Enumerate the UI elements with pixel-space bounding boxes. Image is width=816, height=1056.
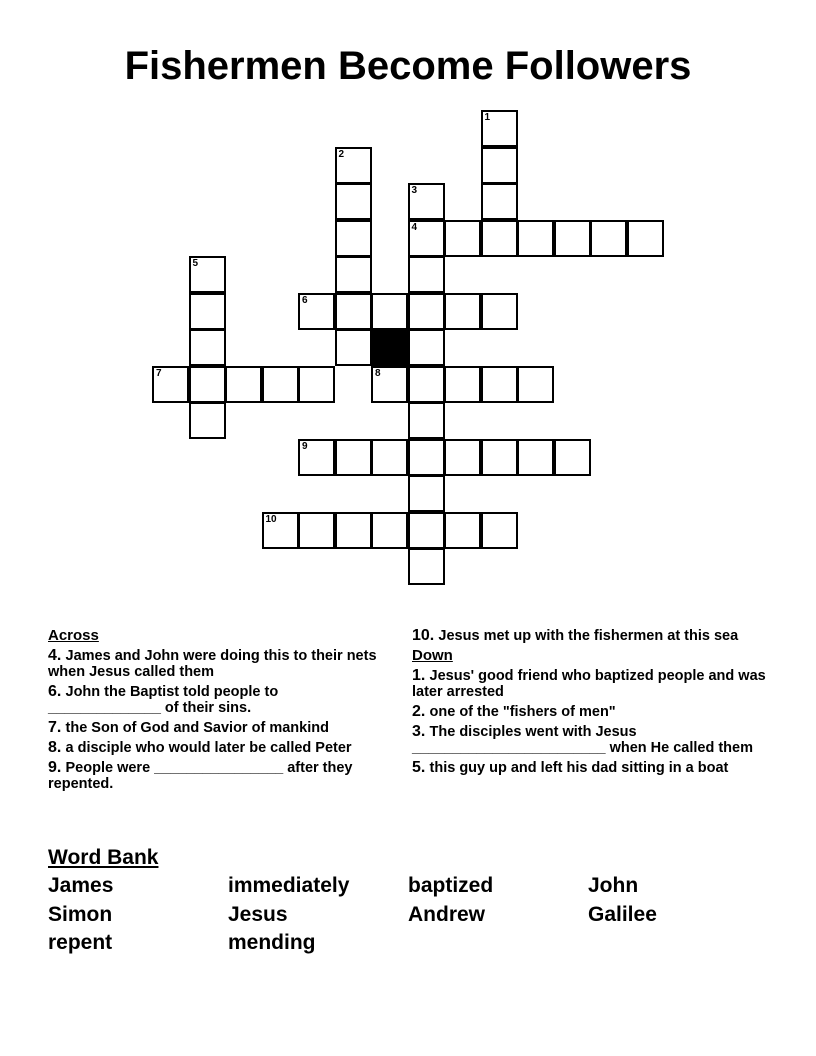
grid-cell[interactable] (408, 293, 445, 330)
grid-cell[interactable] (189, 366, 226, 403)
grid-cell[interactable] (298, 366, 335, 403)
grid-cell[interactable] (262, 512, 299, 549)
word-bank-item: Galilee (588, 903, 657, 926)
grid-cell[interactable] (627, 220, 664, 257)
grid-cell[interactable] (408, 220, 445, 257)
grid-cell[interactable] (335, 329, 372, 366)
grid-cell[interactable] (554, 220, 591, 257)
clue-down-2: 2. one of the "fishers of men" (412, 703, 616, 720)
grid-cell[interactable] (408, 183, 445, 220)
grid-cell[interactable] (481, 366, 518, 403)
clue-number: 9 (302, 440, 308, 452)
grid-cell[interactable] (152, 366, 189, 403)
clue-down-1: 1. Jesus' good friend who baptized people and was later arrested (412, 667, 766, 700)
grid-cell[interactable] (554, 439, 591, 476)
word-bank-title: Word Bank (48, 846, 159, 869)
clue-number: 7 (156, 367, 162, 379)
word-bank-item: Jesus (228, 903, 288, 926)
grid-cell[interactable] (517, 439, 554, 476)
grid-cell[interactable] (335, 147, 372, 184)
clue-number: 4 (411, 221, 418, 233)
grid-cell[interactable] (444, 439, 481, 476)
clue-number: 8 (375, 367, 381, 379)
grid-cell[interactable] (189, 329, 226, 366)
word-bank-item: repent (48, 931, 113, 954)
grid-cell[interactable] (481, 147, 518, 184)
clue-across-10: 10. Jesus met up with the fishermen at this sea (412, 627, 739, 644)
clues-right-column (412, 628, 772, 780)
grid-cell[interactable] (189, 293, 226, 330)
clue-across-7: 7. the Son of God and Savior of mankind (48, 719, 329, 736)
clue-down-3: 3. The disciples went with Jesus ________________________ when He called them (412, 723, 753, 756)
clue-across-9: 9. People were ________________ after they repented. (48, 759, 353, 792)
clue-number: 5 (192, 258, 199, 269)
grid-cell[interactable] (335, 512, 372, 549)
word-bank-item: Simon (48, 903, 113, 926)
word-bank-item: John (588, 874, 639, 897)
grid-cell[interactable] (189, 402, 226, 439)
grid-cell[interactable] (517, 366, 554, 403)
grid-cell[interactable] (590, 220, 627, 257)
grid-cell[interactable] (481, 512, 518, 549)
grid-cell[interactable] (371, 293, 408, 330)
clue-number: 10 (265, 513, 277, 525)
grid-cell[interactable] (481, 293, 518, 330)
grid-cell[interactable] (481, 220, 518, 257)
grid-cell[interactable] (408, 256, 445, 293)
across-heading: Across (48, 627, 99, 644)
grid-cell[interactable] (444, 366, 481, 403)
grid-cell[interactable] (444, 220, 481, 257)
word-bank-item: immediately (228, 874, 350, 897)
down-heading: Down (412, 647, 453, 664)
grid-cell[interactable] (408, 475, 445, 512)
page-title: Fishermen Become Followers (124, 44, 692, 88)
grid-cell[interactable] (408, 329, 445, 366)
word-bank-item: Andrew (408, 903, 486, 926)
grid-cell[interactable] (481, 439, 518, 476)
grid-cell[interactable] (517, 220, 554, 257)
grid-cell[interactable] (225, 366, 262, 403)
grid-cell[interactable] (335, 220, 372, 257)
clue-number: 3 (411, 185, 418, 196)
grid-cell[interactable] (335, 293, 372, 330)
grid-cell[interactable] (298, 293, 335, 330)
clue-down-5: 5. this guy up and left his dad sitting in a boat (412, 759, 729, 776)
grid-cell[interactable] (335, 439, 372, 476)
grid-cell[interactable] (371, 366, 408, 403)
grid-cell[interactable] (481, 110, 518, 147)
grid-cell[interactable] (262, 366, 299, 403)
grid-cell[interactable] (481, 183, 518, 220)
word-bank-item: baptized (408, 874, 494, 897)
word-bank-item: mending (228, 931, 316, 954)
grid-cell[interactable] (371, 512, 408, 549)
clue-number: 2 (338, 148, 345, 160)
clues-left-column (48, 628, 388, 796)
grid-cell[interactable] (408, 366, 445, 403)
grid-cell[interactable] (408, 512, 445, 549)
clue-across-8: 8. a disciple who would later be called Peter (48, 739, 352, 756)
grid-cell[interactable] (335, 183, 372, 220)
word-bank-item: James (48, 874, 114, 897)
grid-cell[interactable] (444, 293, 481, 330)
grid-cell[interactable] (371, 439, 408, 476)
clue-number: 1 (484, 112, 491, 123)
grid-cell[interactable] (189, 256, 226, 293)
grid-cell[interactable] (444, 512, 481, 549)
clue-across-6: 6. John the Baptist told people to ______________ of their sins. (48, 683, 279, 716)
grid-cell[interactable] (335, 256, 372, 293)
grid-cell[interactable] (408, 402, 445, 439)
grid-cell[interactable] (408, 439, 445, 476)
grid-black-cell (371, 329, 408, 366)
grid-cell[interactable] (298, 439, 335, 476)
clue-across-4: 4. James and John were doing this to their nets when Jesus called them (48, 647, 377, 680)
clue-number: 6 (302, 294, 308, 306)
grid-cell[interactable] (298, 512, 335, 549)
grid-cell[interactable] (408, 548, 445, 585)
